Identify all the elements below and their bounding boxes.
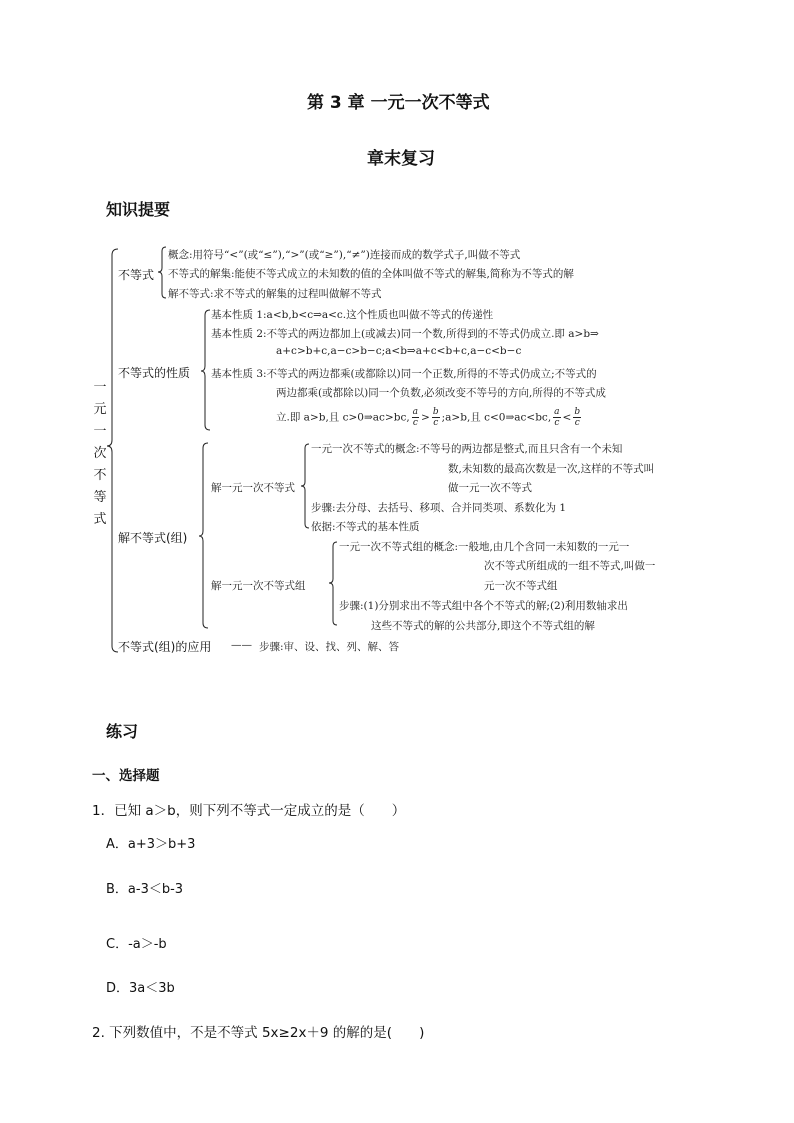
- inequality-solution-set: 不等式的解集:能使不等式成立的未知数的值的全体叫做不等式的解集,简称为不等式的解: [168, 268, 574, 280]
- fraction-a-over-c: $\frac{a}{c}$: [412, 407, 419, 428]
- lt-sign: <: [562, 411, 572, 424]
- property-3-line3-a: 立.即 a>b,且 c>0⇒ac>bc,: [276, 411, 410, 424]
- property-3-line2: 两边都乘(或都除以)同一个负数,必须改变不等号的方向,所得的不等式成: [276, 387, 606, 399]
- subtitle: 章末复习: [367, 149, 435, 169]
- fraction-b-over-c-2: $\frac{b}{c}$: [574, 407, 581, 428]
- fraction-b-over-c: $\frac{b}{c}$: [432, 407, 439, 428]
- system-brace: [329, 542, 337, 625]
- properties-brace: [201, 310, 210, 430]
- solving-label: 解不等式(组): [118, 531, 188, 545]
- single-label: 解一元一次不等式: [211, 482, 295, 494]
- fraction-a-over-c-2: $\frac{a}{c}$: [554, 407, 560, 428]
- system-label: 解一元一次不等式组: [211, 580, 306, 592]
- q1-option-b: B．a-3＜b-3: [106, 882, 184, 897]
- single-basis: 依据:不等式的基本性质: [311, 521, 420, 533]
- system-concept-3: 元一次不等式组: [484, 580, 558, 592]
- properties-label: 不等式的性质: [118, 366, 191, 380]
- question-2-stem: 2. 下列数值中，不是不等式 5x≥2x＋9 的解的是( ): [92, 1025, 425, 1041]
- single-brace: [301, 444, 309, 528]
- solving-brace: [199, 443, 208, 628]
- inequality-solving: 解不等式:求不等式的解集的过程叫做解不等式: [168, 288, 382, 300]
- property-2-line1: 基本性质 2:不等式的两边都加上(或减去)同一个数,所得到的不等式仍成立.即 a>b⇒: [211, 328, 599, 340]
- property-3-line3-b: ;a>b,且 c<0⇒ac<bc,: [441, 411, 552, 424]
- q1-option-c: C．-a＞-b: [106, 937, 167, 952]
- inequality-label: 不等式: [118, 268, 155, 282]
- q1-option-d: D．3a＜3b: [106, 981, 175, 996]
- system-concept-2: 次不等式所组成的一组不等式,叫做一: [484, 560, 656, 572]
- single-concept-2: 数,未知数的最高次数是一次,这样的不等式叫: [448, 463, 655, 475]
- q1-option-a: A．a+3＞b+3: [106, 837, 196, 852]
- system-steps-1: 步骤:(1)分别求出不等式组中各个不等式的解;(2)利用数轴求出: [339, 600, 628, 612]
- property-2-line2: a+c>b+c,a−c>b−c;a<b⇒a+c<b+c,a−c<b−c: [276, 345, 522, 357]
- single-concept-1: 一元一次不等式的概念:不等号的两边都是整式,而且只含有一个未知: [311, 443, 623, 455]
- root-label: 一元一次不等式: [93, 380, 107, 527]
- application-label: 不等式(组)的应用: [118, 640, 212, 654]
- practice-heading: 练习: [106, 722, 139, 741]
- question-1-stem: 1．已知 a＞b，则下列不等式一定成立的是（ ）: [92, 803, 406, 819]
- property-3-line3: [276, 407, 583, 428]
- property-3-line1: 基本性质 3:不等式的两边都乘(或都除以)同一个正数,所得的不等式仍成立;不等式的: [211, 368, 597, 380]
- application-steps: 步骤:审、设、找、列、解、答: [259, 641, 400, 653]
- inequality-concept: 概念:用符号“<”(或“≤”),“>”(或“≥”),“≠”)连接而成的数学式子,叫做不等式: [168, 249, 521, 261]
- application-dash: ——: [231, 639, 252, 651]
- chapter-title: 第 3 章 一元一次不等式: [307, 93, 490, 113]
- knowledge-heading: 知识提要: [106, 200, 171, 219]
- system-concept-1: 一元一次不等式组的概念:一般地,由几个含同一未知数的一元一: [339, 541, 630, 553]
- property-1: 基本性质 1:a<b,b<c⇒a<c.这个性质也叫做不等式的传递性: [211, 309, 494, 321]
- single-concept-3: 做一元一次不等式: [448, 482, 532, 494]
- system-steps-2: 这些不等式的解的公共部分,即这个不等式组的解: [371, 620, 595, 632]
- gt-sign: >: [421, 411, 430, 424]
- inequality-brace: [158, 247, 166, 298]
- section-heading: 一、选择题: [92, 768, 160, 784]
- single-steps: 步骤:去分母、去括号、移项、合并同类项、系数化为 1: [311, 502, 567, 514]
